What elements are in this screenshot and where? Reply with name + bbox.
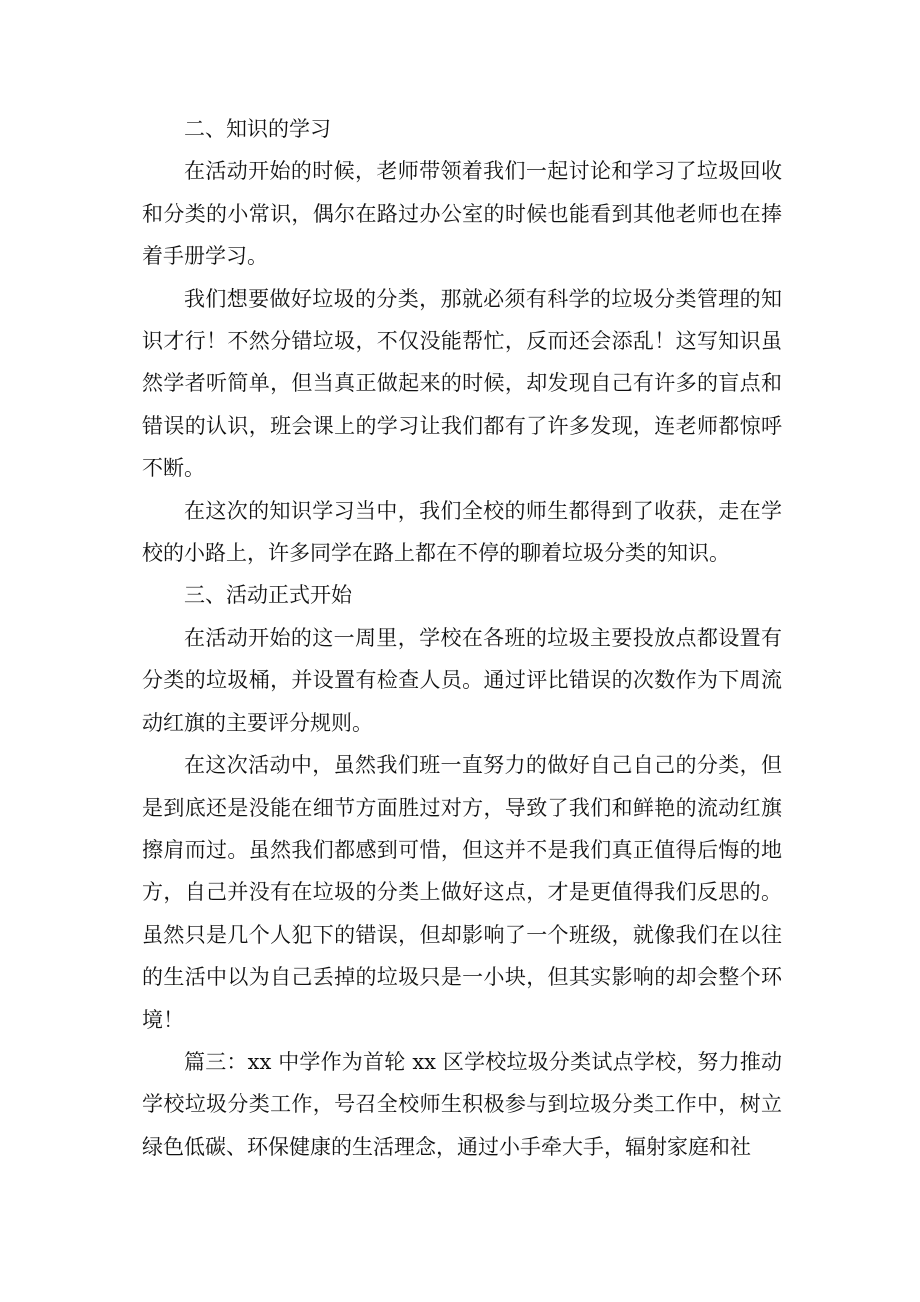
paragraph: 在活动开始的这一周里，学校在各班的垃圾主要投放点都设置有分类的垃圾桶，并设置有检查人员。通过评比错误的次数作为下周流动红旗的主要评分规则。 — [142, 625, 782, 735]
paragraph: 我们想要做好垃圾的分类，那就必须有科学的垃圾分类管理的知识才行！不然分错垃圾，不仅没能帮忙，反而还会添乱！这写知识虽然学者听简单，但当真正做起来的时候，却发现自己有许多的盲点和错误的认识，班会课上的学习让我们都有了许多发现，连老师都惊呼不断。 — [142, 286, 782, 481]
paragraph: 在这次的知识学习当中，我们全校的师生都得到了收获，走在学校的小路上，许多同学在路上都在不停的聊着垃圾分类的知识。 — [142, 498, 782, 566]
section-heading-activity: 三、活动正式开始 — [184, 583, 352, 608]
document-body — [142, 108, 782, 1168]
paragraph: 在这次活动中，虽然我们班一直努力的做好自己自己的分类，但是到底还是没能在细节方面胜过对方，导致了我们和鲜艳的流动红旗擦肩而过。虽然我们都感到可惜，但这并不是我们真正值得后悔的地方，自己并没有在垃圾的分类上做好这点，才是更值得我们反思的。虽然只是几个人犯下的错误，但却影响了一个班级，就像我们在以往的生活中以为自己丢掉的垃圾只是一小块，但其实影响的却会整个环境！ — [142, 753, 782, 1032]
section-heading-knowledge: 二、知识的学习 — [184, 117, 331, 141]
paragraph: 篇三：xx 中学作为首轮 xx 区学校垃圾分类试点学校，努力推动学校垃圾分类工作，号召全校师生积极参与到垃圾分类工作中，树立绿色低碳、环保健康的生活理念，通过小手牵大手，辐射家庭和社 — [142, 1049, 782, 1159]
paragraph: 在活动开始的时候，老师带领着我们一起讨论和学习了垃圾回收和分类的小常识，偶尔在路过办公室的时候也能看到其他老师也在捧着手册学习。 — [142, 159, 782, 269]
